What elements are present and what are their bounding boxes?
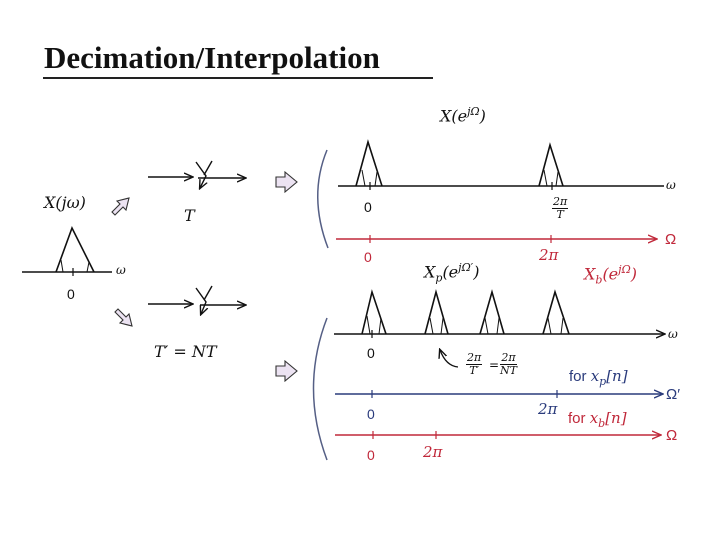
ct-triangle-inner-left (61, 260, 63, 272)
xp-origin-label: 0 (367, 406, 375, 422)
ct-omega-label: ω (116, 263, 126, 277)
ct-spectrum-label: X(jω) (44, 193, 86, 212)
xb-origin-label: 0 (367, 447, 375, 463)
sampler-top (148, 161, 245, 188)
spacing-pointer (440, 350, 458, 367)
xb-spectrum-label: $X_b(e^{j\Omega})$ (584, 263, 637, 287)
sampler-bottom (148, 286, 245, 314)
spacing-lhs: $\frac{2\pi}{T'}$ (467, 351, 482, 377)
arrow-to-bottom-sampler (115, 309, 132, 326)
xp-caption: for $x_p[n]$ (569, 367, 628, 388)
bottom-omega-label: ω (668, 327, 678, 341)
ct-origin-label: 0 (67, 286, 75, 302)
bottom-spectrum-copy-0 (362, 292, 386, 334)
ct-triangle-inner-right (87, 262, 89, 272)
arrow-to-top-sampler (112, 198, 129, 215)
xb-caption: for $x_b[n]$ (568, 409, 627, 430)
top-Omega-2pi-label: 2π (539, 246, 559, 264)
top-spectrum-copy-0 (356, 142, 382, 186)
xp-2pi-label: 2π (538, 400, 558, 418)
bottom-spectrum-copy-3 (543, 292, 569, 334)
ct-spectrum (22, 228, 112, 276)
spacing-rhs: $\frac{2\pi}{NT}$ (500, 351, 517, 377)
bottom-spectrum-copy-1 (425, 292, 448, 334)
top-spectrum-label: $X(e^{j\Omega})$ (440, 105, 486, 126)
xb-axis-label: Ω (666, 427, 678, 444)
sampling-period-top: T (184, 206, 195, 225)
spacing-equals: = (489, 358, 500, 372)
top-Omega-origin-label: 0 (364, 249, 372, 265)
top-omega-label: ω (666, 178, 676, 192)
top-2pi-over-T-label: $\frac{2\pi}{T}$ (553, 195, 568, 221)
xp-axis-label: Ω′ (666, 386, 681, 403)
bottom-panel-bracket (314, 318, 328, 460)
top-Omega-label: Ω (665, 231, 677, 248)
top-panel-bracket (318, 150, 328, 248)
top-origin-label: 0 (364, 199, 372, 215)
sampling-period-bottom: T′ = NT (154, 342, 217, 361)
arrow-to-bottom-panel (276, 361, 297, 381)
xb-2pi-label: 2π (423, 443, 443, 461)
bottom-origin-label: 0 (367, 345, 375, 361)
top-spectrum-copy-1 (539, 145, 563, 186)
arrow-to-top-panel (276, 172, 297, 192)
slide-title: Decimation/Interpolation (44, 40, 380, 75)
xp-spectrum-label: $X_p(e^{j\Omega'})$ (424, 261, 480, 285)
bottom-spectrum-copy-2 (480, 292, 504, 334)
